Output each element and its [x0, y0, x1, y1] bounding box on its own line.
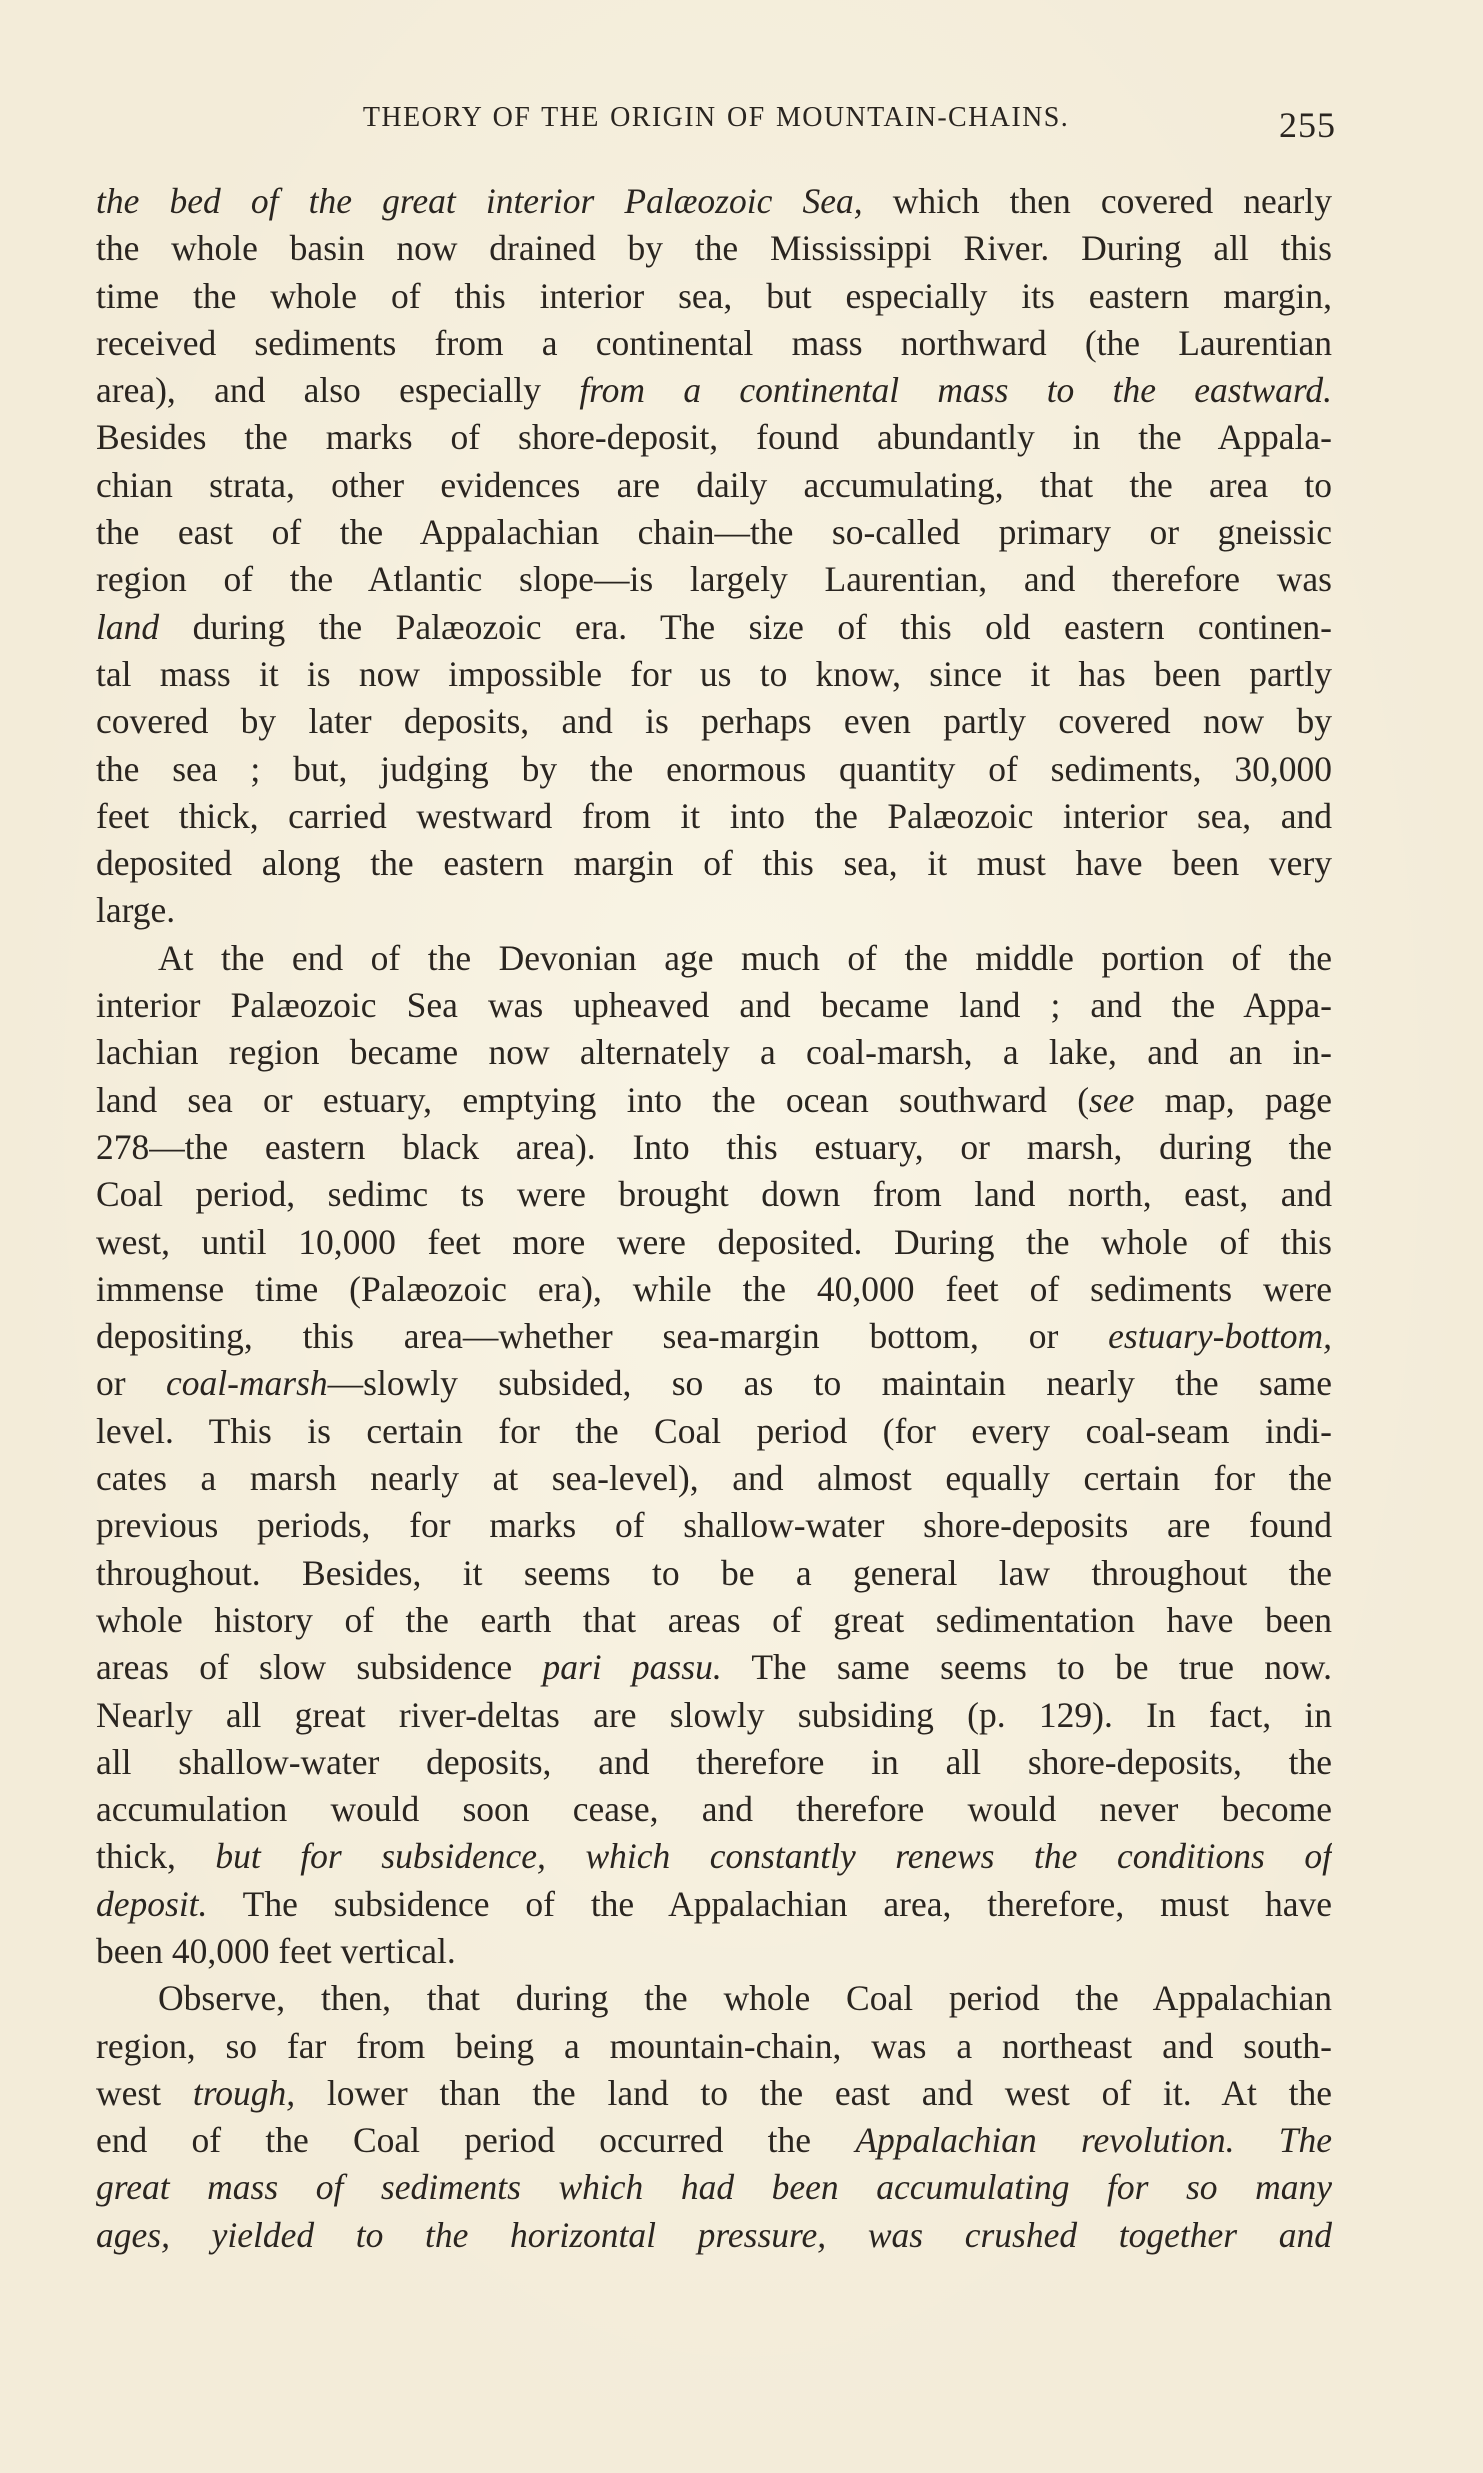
text-segment: all shallow-water deposits, and therefore in all shore-deposits, the	[96, 1741, 1332, 1782]
italic-text: trough,	[192, 2072, 296, 2113]
text-segment: whole history of the earth that areas of great sedimentation have been	[96, 1599, 1332, 1640]
text-line	[96, 1408, 1332, 1455]
italic-text: estuary-bottom,	[1108, 1316, 1332, 1357]
text-line	[96, 1644, 1332, 1691]
text-line	[96, 1597, 1332, 1644]
text-segment: The same seems to be true now.	[721, 1647, 1332, 1688]
italic-text: pari passu.	[542, 1647, 722, 1688]
text-line	[96, 1928, 1332, 1975]
text-line	[96, 840, 1332, 887]
text-line	[96, 746, 1332, 793]
italic-text: great mass of sediments which had been accumulating for so many	[96, 2167, 1332, 2208]
text-segment: region, so far from being a mountain-chain, was a northeast and south-	[96, 2025, 1332, 2066]
text-line	[96, 1739, 1332, 1786]
text-line	[96, 1313, 1332, 1360]
text-line	[96, 1124, 1332, 1171]
text-line	[96, 2023, 1332, 2070]
text-line	[96, 1975, 1332, 2022]
text-segment: or	[96, 1363, 166, 1404]
text-segment: Observe, then, that during the whole Coal period the Appalachian	[158, 1978, 1332, 2019]
text-segment: feet thick, carried westward from it into the Palæozoic interior sea, and	[96, 795, 1332, 836]
text-line	[96, 1266, 1332, 1313]
text-line	[96, 887, 1332, 934]
text-line	[96, 604, 1332, 651]
text-segment: thick,	[96, 1836, 216, 1877]
text-segment: lower than the land to the east and west of it. At the	[295, 2072, 1332, 2113]
text-line	[96, 2212, 1332, 2259]
text-segment: Nearly all great river-deltas are slowly subsiding (p. 129). In fact, in	[96, 1694, 1332, 1735]
text-segment: covered by later deposits, and is perhaps even partly covered now by	[96, 701, 1332, 742]
text-line	[96, 1360, 1332, 1407]
italic-text: from a continental mass to the eastward.	[579, 370, 1332, 411]
text-segment: large.	[96, 890, 176, 931]
text-segment: previous periods, for marks of shallow-water shore-deposits are found	[96, 1505, 1332, 1546]
text-segment: the east of the Appalachian chain—the so-called primary or gneissic	[96, 512, 1332, 553]
text-line	[96, 225, 1332, 272]
text-line	[96, 273, 1332, 320]
text-line	[96, 1029, 1332, 1076]
text-line	[96, 320, 1332, 367]
text-segment: The subsidence of the Appalachian area, therefore, must have	[207, 1883, 1332, 1924]
text-line	[96, 367, 1332, 414]
text-line	[96, 1692, 1332, 1739]
text-segment: areas of slow subsidence	[96, 1647, 543, 1688]
text-segment: been 40,000 feet vertical.	[96, 1930, 456, 1971]
text-segment: end of the Coal period occurred the	[96, 2120, 856, 2161]
text-segment: chian strata, other evidences are daily accumulating, that the area to	[96, 464, 1332, 505]
text-segment: —slowly subsided, so as to maintain nearly the same	[327, 1363, 1332, 1404]
text-line	[96, 556, 1332, 603]
text-segment: during the Palæozoic era. The size of this old eastern continen-	[159, 606, 1332, 647]
text-segment: throughout. Besides, it seems to be a general law throughout the	[96, 1552, 1332, 1593]
text-line	[96, 935, 1332, 982]
text-segment: accumulation would soon cease, and therefore would never become	[96, 1789, 1332, 1830]
text-segment: time the whole of this interior sea, but especially its eastern margin,	[96, 275, 1332, 316]
text-segment: the whole basin now drained by the Mississippi River. During all this	[96, 228, 1332, 269]
text-line	[96, 2164, 1332, 2211]
text-segment: At the end of the Devonian age much of the middle portion of the	[158, 937, 1332, 978]
running-head: THEORY OF THE ORIGIN OF MOUNTAIN-CHAINS.	[362, 102, 1070, 133]
page-header	[96, 96, 1336, 156]
text-line	[96, 982, 1332, 1029]
italic-text: deposit.	[96, 1883, 208, 1924]
body-text	[96, 178, 1332, 2259]
text-segment: cates a marsh nearly at sea-level), and almost equally certain for the	[96, 1458, 1332, 1499]
text-segment: west, until 10,000 feet more were deposited. During the whole of this	[96, 1221, 1332, 1262]
italic-text: ages, yielded to the horizontal pressure, was crushed together and	[96, 2214, 1332, 2255]
text-line	[96, 793, 1332, 840]
text-line	[96, 462, 1332, 509]
italic-text: see	[1089, 1079, 1135, 1120]
page-number: 255	[1279, 105, 1336, 145]
text-segment: Besides the marks of shore-deposit, found abundantly in the Appala-	[96, 417, 1332, 458]
text-segment: lachian region became now alternately a coal-marsh, a lake, and an in-	[96, 1032, 1332, 1073]
text-segment: received sediments from a continental mass northward (the Laurentian	[96, 322, 1332, 363]
text-line	[96, 1219, 1332, 1266]
text-line	[96, 1502, 1332, 1549]
text-line	[96, 1171, 1332, 1218]
text-segment: which then covered nearly	[862, 181, 1332, 221]
text-segment: area), and also especially	[96, 370, 580, 411]
text-segment: level. This is certain for the Coal period (for every coal-seam indi-	[96, 1410, 1332, 1451]
text-line	[96, 1833, 1332, 1880]
italic-text: land	[96, 606, 160, 647]
text-line	[96, 2070, 1332, 2117]
text-line	[96, 414, 1332, 461]
text-line	[96, 1550, 1332, 1597]
text-line	[96, 2117, 1332, 2164]
text-segment: tal mass it is now impossible for us to know, since it has been partly	[96, 653, 1332, 694]
text-line	[96, 1881, 1332, 1928]
text-segment: immense time (Palæozoic era), while the 40,000 feet of sediments were	[96, 1268, 1332, 1309]
text-line	[96, 1786, 1332, 1833]
text-line	[96, 509, 1332, 556]
text-segment: the sea ; but, judging by the enormous quantity of sediments, 30,000	[96, 748, 1332, 789]
text-segment: depositing, this area—whether sea-margin bottom, or	[96, 1316, 1109, 1357]
text-line	[96, 651, 1332, 698]
text-segment: deposited along the eastern margin of this sea, it must have been very	[96, 843, 1332, 884]
text-segment: west	[96, 2072, 193, 2113]
italic-text: coal-marsh	[165, 1363, 328, 1404]
text-segment: 278—the eastern black area). Into this estuary, or marsh, during the	[96, 1126, 1332, 1167]
text-line	[96, 1455, 1332, 1502]
italic-text: the bed of the great interior Palæozoic Sea,	[96, 181, 863, 221]
text-line	[96, 1077, 1332, 1124]
italic-text: but for subsidence, which constantly renews the conditions of	[215, 1836, 1332, 1877]
text-segment: Coal period, sedimc ts were brought down from land north, east, and	[96, 1174, 1332, 1215]
text-segment: land sea or estuary, emptying into the ocean southward (	[96, 1079, 1090, 1120]
text-segment: map, page	[1134, 1079, 1332, 1120]
text-line	[96, 698, 1332, 745]
text-segment: interior Palæozoic Sea was upheaved and became land ; and the Appa-	[96, 985, 1332, 1026]
text-line	[96, 178, 1332, 225]
italic-text: Appalachian revolution. The	[855, 2120, 1332, 2161]
text-segment: region of the Atlantic slope—is largely Laurentian, and therefore was	[96, 559, 1332, 600]
